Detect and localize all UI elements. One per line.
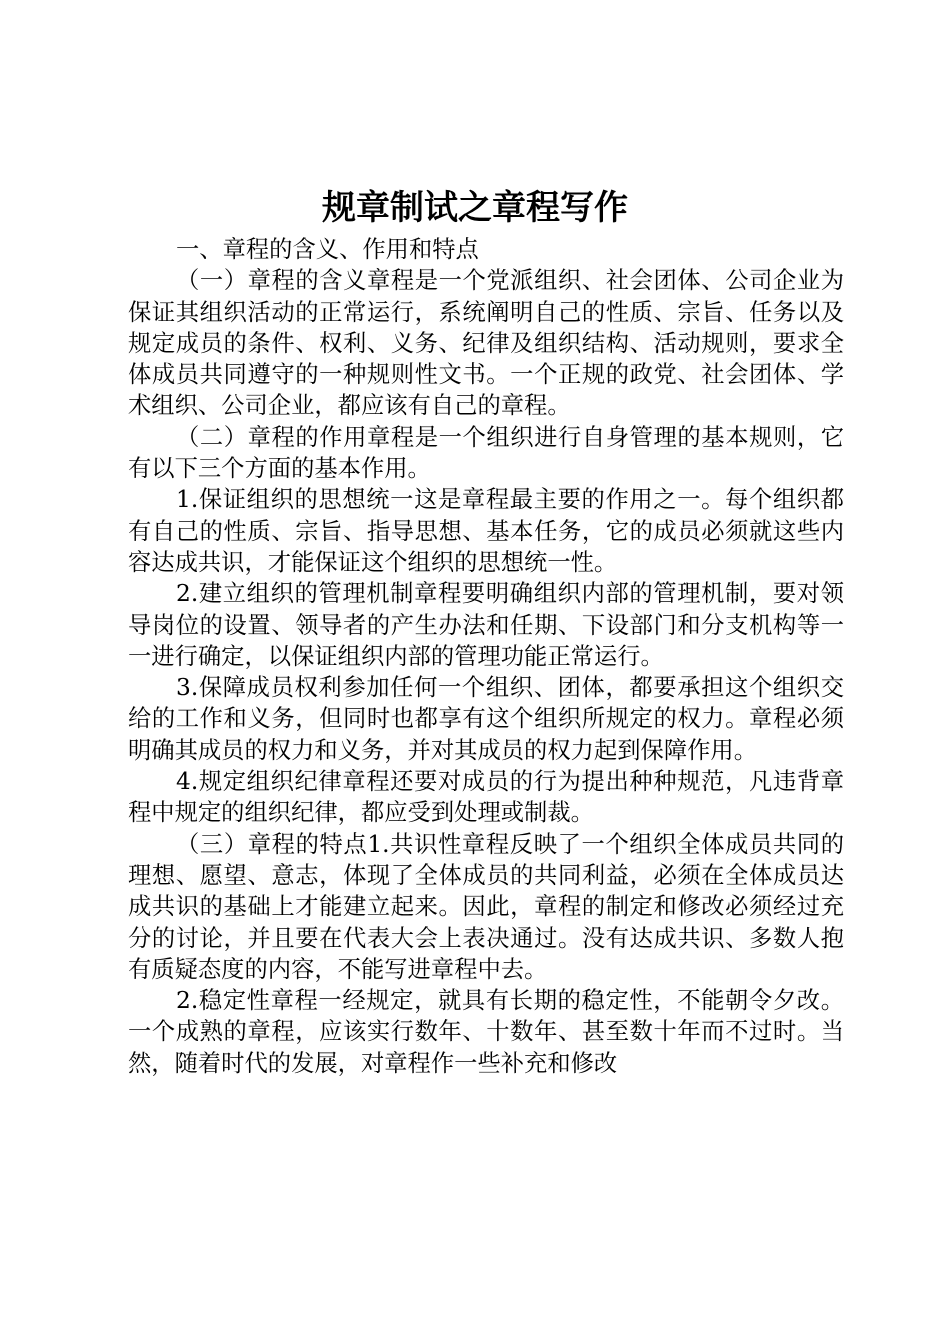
paragraph-features-2: 2.稳定性章程一经规定，就具有长期的稳定性，不能朝令夕改。一个成熟的章程，应该实行数年、十数年、甚至数十年而不过时。当然，随着时代的发展，对章程作一些补充和修改: [128, 987, 844, 1077]
paragraph-function-3: 3.保障成员权利参加任何一个组织、团体，都要承担这个组织交给的工作和义务，但同时也都享有这个组织所规定的权力。章程必须明确其成员的权力和义务，并对其成员的权力起到保障作用。: [128, 674, 844, 764]
paragraph-function-intro: （二）章程的作用章程是一个组织进行自身管理的基本规则，它有以下三个方面的基本作用。: [128, 423, 844, 483]
paragraph-function-2: 2.建立组织的管理机制章程要明确组织内部的管理机制，要对领导岗位的设置、领导者的产生办法和任期、下设部门和分支机构等一一进行确定，以保证组织内部的管理功能正常运行。: [128, 580, 844, 670]
paragraph-function-4: 4.规定组织纪律章程还要对成员的行为提出种种规范，凡违背章程中规定的组织纪律，都应受到处理或制裁。: [128, 768, 844, 827]
document-title: 规章制试之章程写作: [322, 188, 628, 228]
document-body: [128, 234, 844, 1079]
paragraph-features-1: （三）章程的特点1.共识性章程反映了一个组织全体成员共同的理想、愿望、意志，体现了全体成员的共同利益，必须在全体成员达成共识的基础上才能建立起来。因此，章程的制定和修改必须经过充分的讨论，并且要在代表大会上表决通过。没有达成共识、多数人抱有质疑态度的内容，不能写进章程中去。: [128, 830, 844, 983]
paragraph-function-1: 1.保证组织的思想统一这是章程最主要的作用之一。每个组织都有自己的性质、宗旨、指导思想、基本任务，它的成员必须就这些内容达成共识，才能保证这个组织的思想统一性。: [128, 486, 844, 576]
paragraph-definition: （一）章程的含义章程是一个党派组织、社会团体、公司企业为保证其组织活动的正常运行，系统阐明自己的性质、宗旨、任务以及规定成员的条件、权利、义务、纪律及组织结构、活动规则，要求全体成员共同遵守的一种规则性文书。一个正规的政党、社会团体、学术组织、公司企业，都应该有自己的章程。: [128, 267, 844, 420]
section-heading: 一、章程的含义、作用和特点: [176, 236, 479, 263]
